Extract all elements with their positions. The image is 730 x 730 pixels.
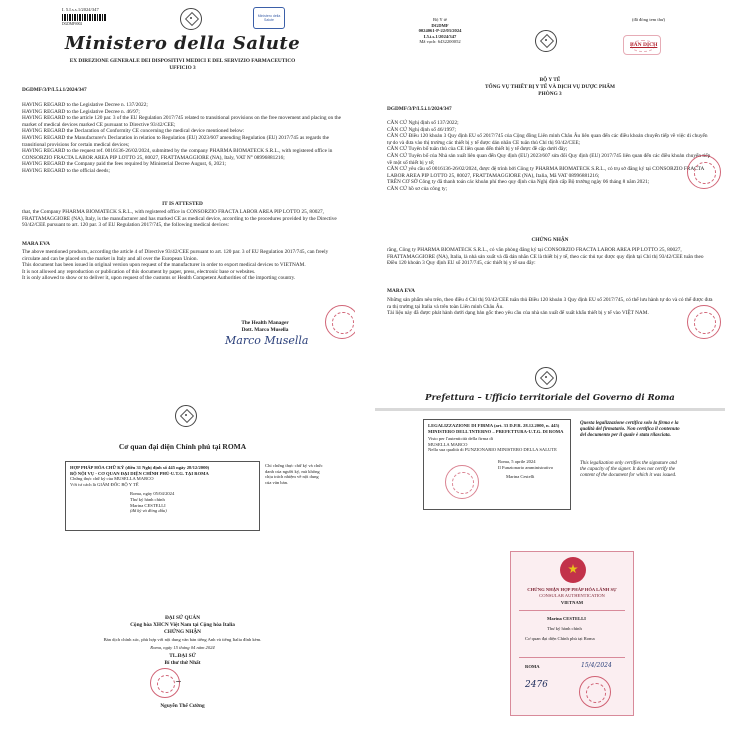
box-line: (đã ký và đóng dấu)	[130, 508, 167, 514]
box-line: Roma, ngày 05/04/2024	[130, 491, 175, 497]
legalization-box	[65, 461, 260, 531]
attested-text: that, the Company PHARMA BIOMATECK S.R.L., with registered office in CONSORZIO FRACTA LABOR AREA PIP LOTTO 25, 80027, FRATTAMAGGIORE (NA), Italy, is the manufacturer and has marked CE as medical device, according to the procedures provided by the Directive 93/42/CEE pursuant to art. 120 par. 3 of EU Regulation 2017/745, the following medical devices:	[22, 209, 337, 229]
ministry-title: Ministero della Salute	[64, 33, 301, 54]
box-line: Marina CESTELLI	[130, 502, 166, 508]
certification-title: CHỨNG NHẬN	[531, 237, 569, 243]
legalization-stamp-box	[423, 419, 571, 510]
directorate: EX DIREZIONE GENERALE DEI DISPOSITIVI MEDICI E DEL SERVIZIO FARMACEUTICO	[69, 58, 296, 64]
header-right-note: (đã đóng tem thư)	[632, 17, 665, 22]
body-paragraph: Tài liệu này đã được phát hành dưới dạng bản gốc theo yêu cầu của nhà sản xuất để xuất khẩu thiết bị y tế vào VIỆT NAM.	[387, 310, 649, 317]
sticker-office: Cơ quan đại diện Chính phủ tại Roma	[525, 636, 595, 641]
legal-basis-item: CĂN CỨ Tuyên bố của Nhà sản xuất liên quan đến Quy định (EU) 2023/607 sửa đổi Quy định (EU) 2017/745 liên quan đến các điều khoản chuyển tiếp về một số thiết bị y tế;	[387, 153, 711, 166]
page-vietnamese-translation	[375, 5, 725, 360]
having-regard-item: HAVING REGARD to the Legislative Decree n. 46/97;	[22, 108, 140, 115]
header-left-line: Mã vạch: 6432200052	[419, 39, 461, 45]
legal-basis-item: CĂN CỨ yêu cầu số 0016136-26/02/2024, được đệ trình bởi Công ty PHARMA BIOMATECK S.R.L., có trụ sở đăng ký tại CONSORZIO FRACTA LABOR AREA PIP LOTTO 25, 80027, FRATTAMAGGIORE (NA), Italia, Mã VAT 08996881216;	[387, 166, 705, 179]
header-left-line: Bộ Y tế	[433, 17, 447, 22]
consular-seal-icon	[579, 676, 611, 708]
attested-title: IT IS ATTESTED	[162, 201, 203, 207]
body-paragraph: It is not allowed any reproduction or publication of this document by paper, press, electronic base or websites.	[22, 268, 256, 275]
office: UFFICIO 3	[169, 65, 196, 71]
box-line: Với tư cách là GIÁM ĐỐC BỘ Y TẾ	[70, 481, 139, 487]
protocol-number: DGDMF/3/P/I.5.i.1/2024/347	[22, 87, 87, 93]
stamp-role: Il Funzionario amministrativo	[498, 464, 554, 470]
vietnam-emblem-icon	[560, 557, 586, 583]
header-left-line: DGDMF	[431, 22, 449, 28]
device-name: MARA EVA	[22, 241, 51, 247]
legal-basis-list	[387, 120, 713, 193]
having-regard-item: HAVING REGARD the Company paid the fees required by Ministerial Decree August, 6, 2021;	[22, 161, 226, 168]
title-line-1: BỘ Y TẾ	[539, 77, 561, 83]
sticker-country: VIETNAM	[560, 600, 584, 605]
page-embassy-legalization	[10, 365, 355, 725]
sticker-role: Thư ký hành chính	[547, 626, 582, 631]
protocol-number: DGDMF/3/P/I.5.i.1/2024/347	[387, 106, 452, 112]
sticker-number: 2476	[525, 680, 548, 690]
body-text	[387, 297, 713, 317]
red-stamp-icon	[687, 305, 721, 339]
sticker-name: Marina CESTELLI	[547, 616, 586, 621]
prefecture-seal-icon	[445, 465, 479, 499]
header-divider	[375, 408, 725, 411]
having-regard-list	[22, 102, 343, 175]
red-stamp-icon	[325, 305, 355, 339]
having-regard-item: HAVING REGARD to the request ref. 0016136-26/02/2024, submitted by the company PHARMA BIOMATECK S.R.L., with registered office in CONSORZIO FRACTA LABOR AREA PIP LOTTO 25, 80027, FRATTAMAGGIORE (NA), Italy, VAT N° 08996881216;	[22, 148, 333, 161]
red-stamp-icon	[687, 155, 721, 189]
republic-line: Cộng hòa XHCN Việt Nam tại Cộng hòa Italia	[130, 622, 235, 628]
republic-emblem-icon	[535, 367, 557, 389]
embassy-title: ĐẠI SỨ QUÁN	[164, 615, 201, 621]
republic-emblem-icon	[180, 8, 202, 30]
stamp-line: MUSELLA MARCO	[428, 441, 468, 447]
ministry-stamp: Ministero della Salute	[253, 7, 285, 29]
signature: Marco Musella	[225, 334, 309, 347]
stamp-line: MINISTERO DELL'INTERNO – PREFETTURA-U.T.G. DI ROMA	[428, 428, 564, 434]
prefecture-header: Prefettura – Ufficio territoriale del Governo di Roma	[425, 393, 675, 403]
body-paragraph: This document has been issued in original version upon request of the manufacturer in order to export medical devices to VIETNAM.	[22, 262, 306, 269]
box-line: Thư ký hành chính	[130, 496, 165, 502]
barcode	[62, 14, 107, 21]
header-left	[405, 17, 475, 45]
stamp-official: Marina Cestelli	[506, 474, 535, 480]
body-paragraph: Những sản phẩm nêu trên, theo điều 4 Chỉ thị 93/42/CEE tuân thủ Điều 120 khoản 3 Quy định EU số 2017/745, có thể lưu hành tự do và có thể được đưa ra thị trường tại Italia và trên toàn Liên minh Châu Âu.	[387, 297, 713, 310]
body-paragraph: The above mentioned products, according the article 4 of Directive 93/42/CEE pursuant to art. 120 par. 3 of EU Regulation 2017/745, can freely circulate and can be placed on the market in Italy and all over the European Union.	[22, 249, 329, 262]
representation-header: Cơ quan đại diện Chính phủ tại ROMA	[118, 442, 247, 451]
sticker-date: 15/4/2024	[581, 662, 612, 669]
page-italian-certificate	[10, 5, 355, 360]
certify-statement: Bản dịch chính xác, phù hợp với nội dung văn bản tiếng Anh và tiếng Italia đính kèm.	[103, 637, 262, 642]
box-line: Chứng thực chữ ký của MUSELLA MARCO	[70, 476, 154, 482]
signer-name: Dott. Marco Musella	[241, 327, 289, 333]
legal-basis-item: CĂN CỨ Nghị định số 46/1997;	[387, 126, 457, 133]
legal-basis-item: CĂN CỨ Nghị định số 137/2022;	[387, 120, 459, 126]
legal-basis-item: TRÊN CƠ SỞ Công ty đã thanh toán các khoản phí theo quy định của Nghị định cấp Bộ trưởng ngày 06 tháng 8 năm 2021;	[387, 179, 650, 186]
stamp-date: Roma, 5 aprile 2024	[498, 458, 536, 464]
certify-date: Roma, ngày 15 tháng 04 năm 2024	[150, 645, 215, 650]
legal-basis-item: CĂN CỨ hồ sơ của công ty;	[387, 186, 448, 193]
translation-label: BẢN DỊCH	[630, 42, 658, 48]
title-line-2: TỔNG VỤ THIẾT BỊ Y TẾ VÀ DỊCH VỤ DƯỢC PHẨM	[484, 84, 616, 90]
page-prefecture-legalization	[375, 365, 725, 725]
sticker-city: ROMA	[525, 664, 540, 669]
body-text	[22, 249, 343, 282]
reference-number: I. 5.I.s.s.1/2024/347	[62, 7, 99, 12]
legalization-note-italian: Questa legalizzazione certifica solo la firma e la qualità del firmatario. Non certifica il contenuto del documento per il quale è stata rilasciata.	[580, 421, 680, 439]
stamp-line: Nella sua qualità di FUNZIONARIO MINISTERO DELLA SALUTE	[428, 447, 557, 453]
republic-emblem-icon	[535, 30, 557, 52]
signer-name: Nguyễn Thế Cường	[160, 703, 205, 709]
having-regard-item: HAVING REGARD to the Legislative Decree n. 137/2022;	[22, 102, 148, 108]
on-behalf-line: TL.ĐẠI SỨ	[169, 653, 196, 659]
signer-role: Bí thư thứ Nhất	[164, 660, 201, 666]
having-regard-item: HAVING REGARD the Manufacturer's Declaration in relation to Regulation (EU) 2023/607 amending Regulation (EU) 2017/745 as regards the transitional provisions for certain medical devices;	[22, 135, 329, 148]
sticker-subtitle: CONSULAR AUTHENTICATION	[539, 593, 605, 598]
signer-title: The Health Manager	[241, 320, 289, 326]
device-name: MARA EVA	[387, 288, 416, 294]
having-regard-item: HAVING REGARD to the official deeds;	[22, 168, 110, 175]
stamp-line: Visto per l'autenticità della firma di	[428, 436, 493, 442]
signature-mark: ~	[175, 677, 182, 686]
legal-basis-item: CĂN CỨ Điều 120 khoản 3 Quy định EU số 2017/745 của Cộng đồng Liên minh Châu Âu liên quan đến các điều khoản chuyển tiếp về việc di chuyển tự do và đưa vào thị trường các thiết bị y tế được dán nhãn CE tuân thủ Chỉ thị 93/42/CEE;	[387, 133, 708, 146]
republic-emblem-icon	[175, 405, 197, 427]
side-note: Chỉ chứng thực chữ ký và chức danh của người ký, mà không chịu trách nhiệm về nội dung của văn bản.	[265, 463, 323, 485]
header-left-line: I.5.i.s.1/2024/347	[423, 33, 457, 39]
sticker-title: CHỨNG NHẬN HỢP PHÁP HÓA LÃNH SỰ	[527, 587, 617, 592]
box-line: BỘ NỘI VỤ - CƠ QUAN ĐẠI DIỆN CHÍNH PHỦ-U.T.G. TẠI ROMA	[70, 470, 209, 476]
having-regard-item: HAVING REGARD to the article 120 par. 3 of the EU Regulation 2017/745 related to transitional provisions on the free movement and placing on the market of medical devices marked CE pursuant to Directive 93/42/CEE;	[22, 115, 341, 128]
legalization-note-english: This legalization only certifies the signature and the capacity of the signer. It does not certify the content of the document for which it was issued.	[580, 461, 677, 479]
certify-title: CHỨNG NHẬN	[163, 629, 202, 635]
reference-code: DGDMF0002	[62, 22, 83, 26]
having-regard-item: HAVING REGARD the Declaration of Conformity CE concerning the medical device mentioned below:	[22, 128, 245, 135]
stamp-line: LEGALIZZAZIONE DI FIRMA (art. 33 D.P.R. 28.12.2000, n. 445)	[428, 423, 560, 428]
consular-sticker	[510, 551, 634, 716]
body-paragraph: It is only allowed to show or to deliver it, upon request of the customs or Health Competent Authorities of the importing country.	[22, 275, 296, 282]
header-left-line: 0024061-P-22/03/2024	[418, 28, 462, 34]
title-line-3: PHÒNG 3	[538, 91, 562, 97]
certification-text: rằng, Công ty PHARMA BIOMATECK S.R.L., có văn phòng đăng ký tại CONSORZIO FRACTA LABOR AREA PIP LOTTO 25, 80027, FRATTAMAGGIORE (NA), Italia, là nhà sản xuất và đã dán nhãn CE là thiết bị y tế, theo các thủ tục được quy định tại Chỉ thị 93/42/CEE tuân theo Điều 120 khoản 3 Quy định EU số 2017/745, các thiết bị y tế sau đây:	[387, 247, 704, 267]
legal-basis-item: CĂN CỨ Tuyên bố tuân thủ của CE liên quan đến thiết bị y tế được đề cập dưới đây;	[387, 146, 568, 153]
translation-stamp-icon	[623, 35, 661, 55]
box-line: HỢP PHÁP HÓA CHỮ KÝ (điều 31 Nghị định số 445 ngày 28/12/2000)	[70, 465, 210, 470]
